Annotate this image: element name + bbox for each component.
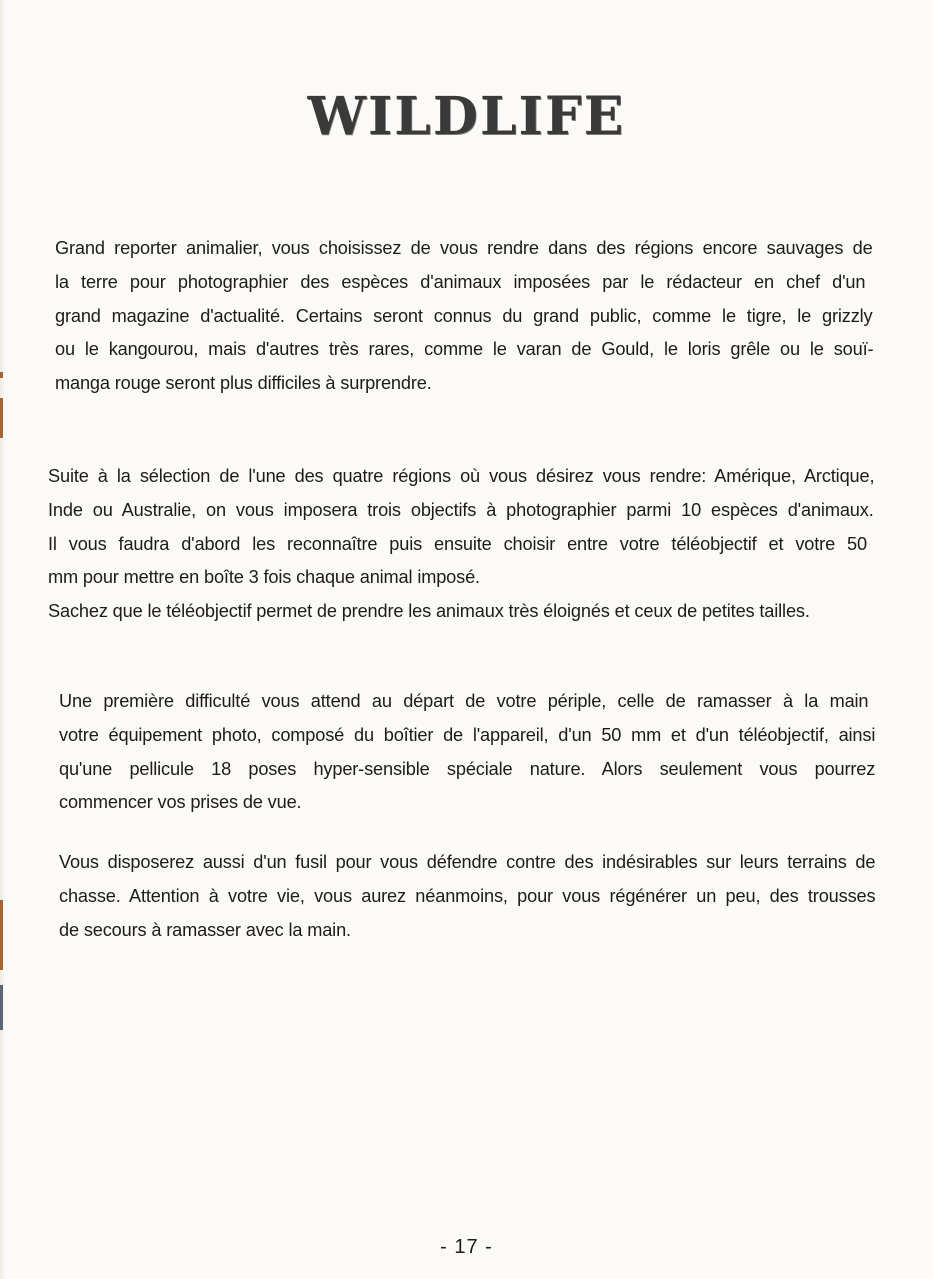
text-line: de secours à ramasser avec la main. [59, 919, 351, 940]
text-line: Grand reporter animalier, vous choisissez de vous rendre dans des régions encore sauvages de [55, 238, 873, 258]
page-title: WILDLIFE [307, 86, 626, 147]
binding-mark [0, 398, 3, 438]
text-line: ou le kangourou, mais d'autres très rares, comme le varan de Gould, le loris grêle ou le souï- [55, 339, 874, 360]
binding-mark [0, 372, 3, 378]
binding-mark [0, 900, 3, 970]
text-line: Suite à la sélection de l'une des quatre régions où vous désirez vous rendre: Amérique, Arctique, [48, 466, 875, 486]
binding-mark [0, 985, 3, 1030]
text-line: manga rouge seront plus difficiles à surprendre. [55, 373, 432, 394]
text-line: Inde ou Australie, on vous imposera trois objectifs à photographier parmi 10 espèces d'animaux. [48, 499, 874, 520]
paragraph-regions [48, 460, 874, 629]
paragraph-rifle [59, 846, 875, 947]
text-line: grand magazine d'actualité. Certains seront connus du grand public, comme le tigre, le grizzly [55, 305, 873, 326]
text-line: Il vous faudra d'abord les reconnaître puis ensuite choisir entre votre téléobjectif et votre 50 [48, 533, 867, 554]
page-binding-edge [0, 0, 5, 1279]
paragraph-intro [55, 232, 873, 401]
text-line: votre équipement photo, composé du boîtier de l'appareil, d'un 50 mm et d'un téléobjectif, ainsi [59, 724, 876, 745]
text-line: commencer vos prises de vue. [59, 792, 302, 813]
text-line: la terre pour photographier des espèces d'animaux imposées par le rédacteur en chef d'un [55, 271, 866, 292]
text-line: Vous disposerez aussi d'un fusil pour vous défendre contre des indésirables sur leurs terrains de [59, 852, 876, 872]
text-line: qu'une pellicule 18 poses hyper-sensible spéciale nature. Alors seulement vous pourrez [59, 758, 876, 779]
page-number: - 17 - [440, 1236, 493, 1258]
paragraph-equipment [59, 685, 875, 820]
text-line: Une première difficulté vous attend au départ de votre périple, celle de ramasser à la main [59, 691, 869, 711]
text-line: chasse. Attention à votre vie, vous aurez néanmoins, pour vous régénérer un peu, des trousses [59, 885, 876, 906]
text-line: mm pour mettre en boîte 3 fois chaque animal imposé. [48, 567, 480, 588]
text-line: Sachez que le téléobjectif permet de prendre les animaux très éloignés et ceux de petites tailles. [48, 601, 810, 622]
